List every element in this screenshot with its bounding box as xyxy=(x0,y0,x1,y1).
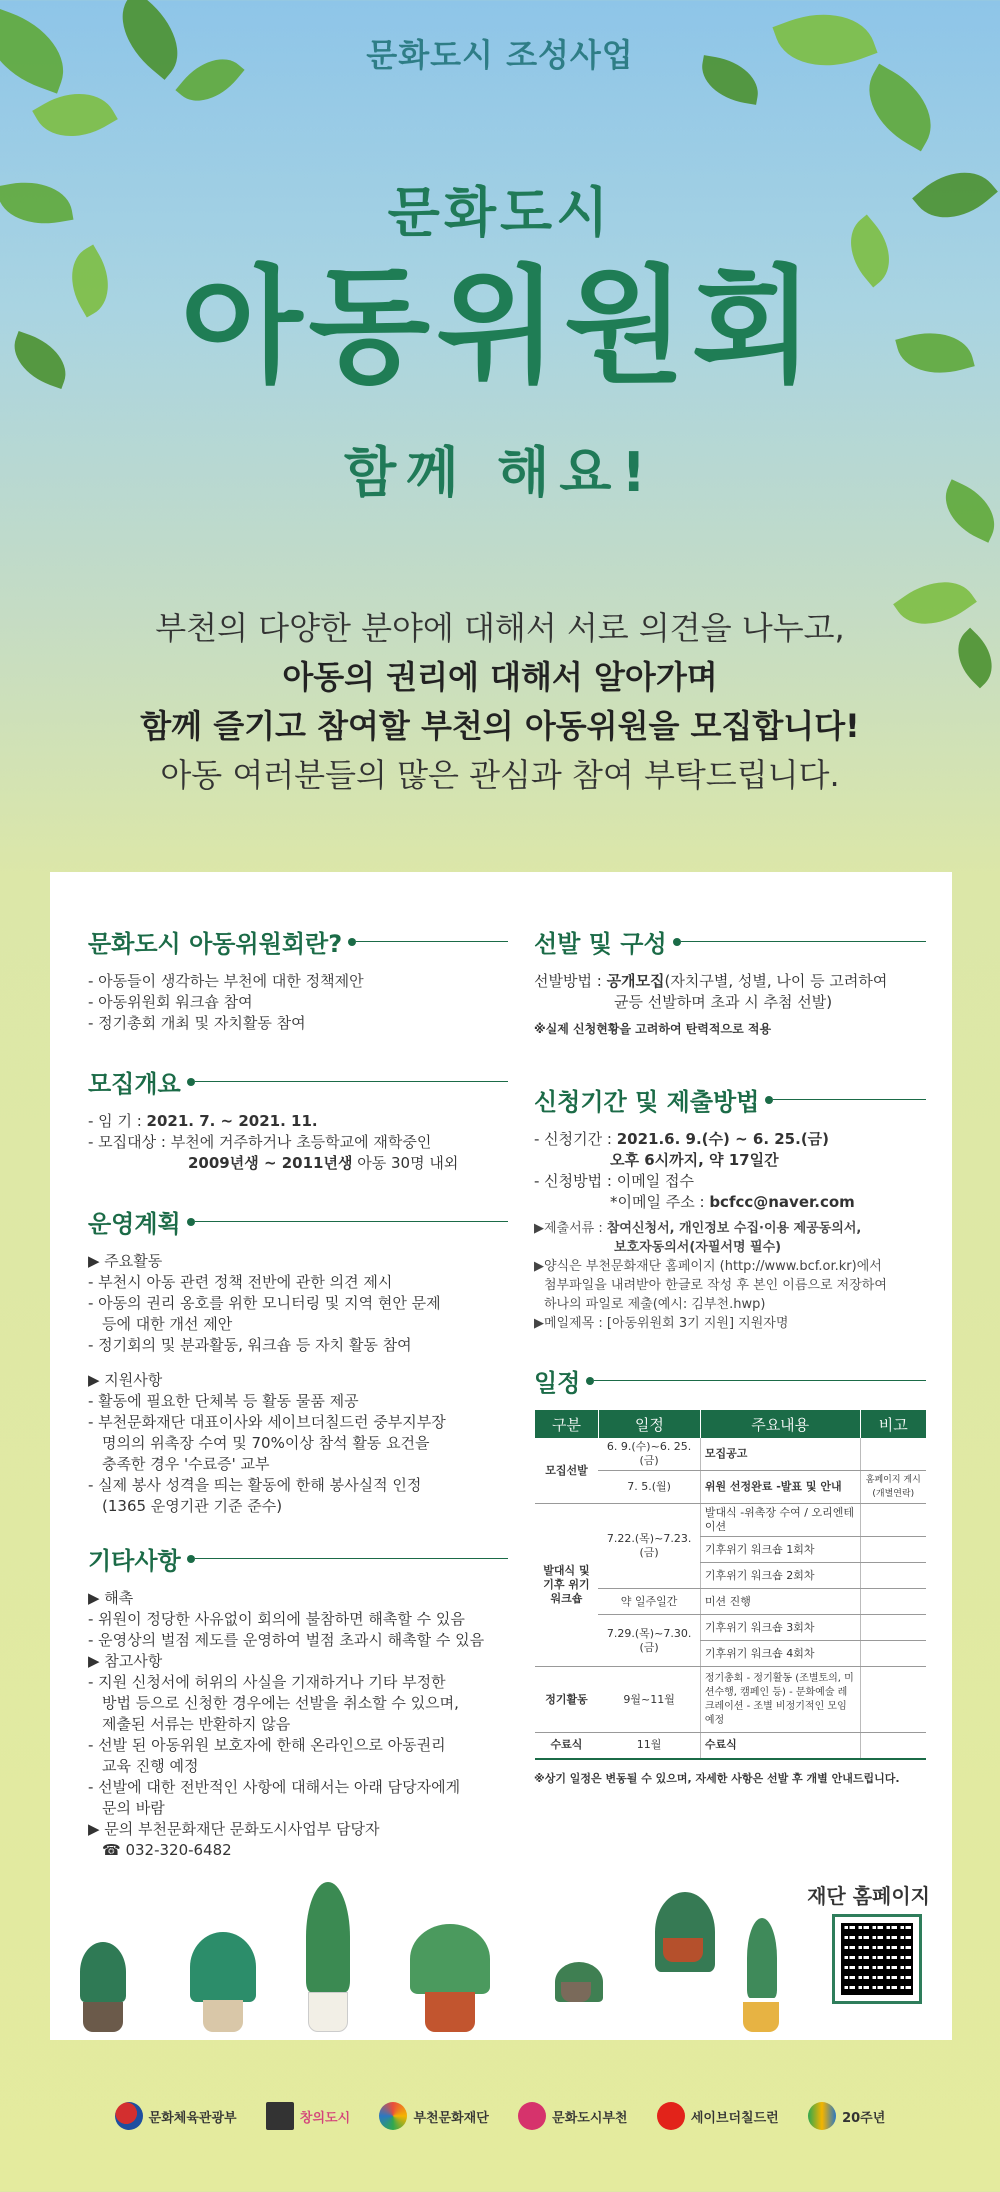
logo-20th-anniversary: 20주년 xyxy=(808,2102,885,2130)
intro-line: 부천의 다양한 분야에 대해서 서로 의견을 나누고, xyxy=(155,609,845,647)
subtitle-bottom: 함께 해요! xyxy=(343,441,657,504)
section-title-etc: 기타사항 xyxy=(88,1541,508,1576)
logo-culture-city: 문화도시부천 xyxy=(518,2102,627,2130)
logo-bcf: 부천문화재단 xyxy=(379,2102,488,2130)
table-row: 발대식 및 기후 위기 워크숍 7.22.(목)~7.23.(금) 발대식 -위촉장 수여 / 오리엔테이션 xyxy=(535,1504,927,1537)
schedule-table xyxy=(534,1410,926,1760)
homepage-label: 재단 홈페이지 xyxy=(807,1884,930,1908)
contact-line: ▶ 문의 부천문화재단 문화도시사업부 담당자 xyxy=(88,1820,380,1838)
apply-details: ▶제출서류 : 참여신청서, 개인정보 수집·이용 제공동의서, 보호자동의서(자필서명 필수) ▶양식은 부천문화재단 홈페이지 (http://www.bcf.or.kr)에서 첨부파일을 내려받아 한글로 작성 후 본인 이름으로 저장하여 하나의 파일로 제출(예시: 김부천.hwp) ▶메일제목 : [아동위원회 3기 지원] 지원자명 xyxy=(534,1221,887,1331)
culture-city-icon xyxy=(518,2102,546,2130)
list-item: - 아동들이 생각하는 부천에 대한 정책제안 xyxy=(88,972,364,990)
about-list xyxy=(88,971,508,1034)
right-column xyxy=(534,924,926,1786)
table-row: 7.29.(목)~7.30.(금) 기후위기 워크숍 3회차 xyxy=(535,1615,927,1641)
logo-save-the-children: 세이브더칠드런 xyxy=(657,2102,779,2130)
apply-body: - 신청기간 : 2021.6. 9.(수) ~ 6. 25.(금) 오후 6시까지, 약 17일간 - 신청방법 : 이메일 접수 *이메일 주소 : bcfcc@naver.com xyxy=(534,1130,855,1211)
section-title-schedule: 일정 xyxy=(534,1363,926,1398)
plan-list: ▶ 주요활동 - 부천시 아동 관련 정책 전반에 관한 의견 제시 - 아동의 권리 옹호를 위한 모니터링 및 지역 현안 문제 등에 대한 개선 제안 - 정기회의 및 분과활동, 워크숍 등 자치 활동 참여 ▶ 지원사항 - 활동에 필요한 단체복 등 활동 물품 제공 - 부천문화재단 대표이사와 세이브더칠드런 중부지부장 명의의 위촉장 수여 및 70%이상 참석 활동 요건을 충족한 경우 '수료증' 교부 - 실제 봉사 성격을 띄는 활동에 한해 봉사실적 인정 (1365 운영기관 기준 준수) xyxy=(88,1252,446,1515)
table-header: 주요내용 xyxy=(700,1410,860,1438)
homepage-qr-code[interactable] xyxy=(832,1914,922,2004)
taegeuk-icon xyxy=(115,2102,143,2130)
table-row: 모집선발 6. 9.(수)~6. 25.(금) 모집공고 xyxy=(535,1438,927,1471)
apply-period: 2021.6. 9.(수) ~ 6. 25.(금) xyxy=(616,1130,830,1148)
table-row: 7. 5.(월) 위원 선정완료 -발표 및 안내 홈페이지 게시 (개별연락) xyxy=(535,1471,927,1504)
table-header: 구분 xyxy=(535,1410,599,1438)
section-title-plan: 운영계획 xyxy=(88,1204,508,1239)
table-row: 정기활동 9월~11월 정기총회 - 정기활동 (조별토의, 미션수행, 캠페인 등) - 문화예술 레크레이션 - 조별 비정기적인 모임 예정 xyxy=(535,1667,927,1733)
anniversary-icon xyxy=(808,2102,836,2130)
left-column xyxy=(88,924,508,1861)
phone-number: ☎ 032-320-6482 xyxy=(102,1841,232,1859)
subtitle-top: 문화도시 xyxy=(387,181,613,244)
table-header: 비고 xyxy=(860,1410,926,1438)
unesco-icon xyxy=(266,2102,294,2130)
section-title-overview: 모집개요 xyxy=(88,1064,508,1099)
footer-logos xyxy=(0,2086,1000,2146)
bcf-flower-icon xyxy=(379,2102,407,2130)
intro-line: 아동의 권리에 대해서 알아가며 xyxy=(282,658,718,696)
table-row: 기후위기 워크숍 1회차 xyxy=(535,1537,927,1563)
email-address: bcfcc@naver.com xyxy=(709,1193,855,1211)
section-title-selection: 선발 및 구성 xyxy=(534,924,926,959)
schedule-note: ※상기 일정은 변동될 수 있으며, 자세한 사항은 선발 후 개별 안내드립니다. xyxy=(534,1771,900,1785)
section-title-about: 문화도시 아동위원회란? xyxy=(88,924,508,959)
intro-line: 함께 즐기고 참여할 부천의 아동위원을 모집합니다! xyxy=(140,707,860,745)
table-row: 수료식 11월 수료식 xyxy=(535,1733,927,1759)
list-item: - 아동위원회 워크숍 참여 xyxy=(88,993,253,1011)
etc-list: ▶ 해촉 - 위원이 정당한 사유없이 회의에 불참하면 해촉할 수 있음 - 운영상의 벌점 제도를 운영하여 벌점 초과시 해촉할 수 있음 ▶ 참고사항 - 지원 신청서에 허위의 사실을 기재하거나 기타 부정한 방법 등으로 신청한 경우에는 선발을 취소할 수 있으며, 제출된 서류는 반환하지 않음 - 선발 된 아동위원 보호자에 한해 온라인으로 아동권리 교육 진행 예정 - 선발에 대한 전반적인 사항에 대해서는 아래 담당자에게 문의 바람 ▶ 문의 부천문화재단 문화도시사업부 담당자 ☎ 032-320-6482 xyxy=(88,1588,508,1861)
selection-body: 선발방법 : 공개모집(자치구별, 성별, 나이 등 고려하여 균등 선발하며 초과 시 추첨 선발) ※실제 신청현황을 고려하여 탄력적으로 적용 xyxy=(534,971,926,1040)
target-birth-years: 2009년생 ~ 2011년생 xyxy=(188,1154,353,1172)
list-item: - 정기총회 개최 및 자치활동 참여 xyxy=(88,1014,306,1032)
intro-line: 아동 여러분들의 많은 관심과 참여 부탁드립니다. xyxy=(160,756,840,794)
selection-note: ※실제 신청현황을 고려하여 탄력적으로 적용 xyxy=(534,1022,772,1036)
main-title: 아동위원회 xyxy=(180,253,820,400)
table-header: 일정 xyxy=(598,1410,700,1438)
logo-mcst: 문화체육관광부 xyxy=(115,2102,237,2130)
save-children-icon xyxy=(657,2102,685,2130)
intro-text xyxy=(0,604,1000,800)
table-row: 기후위기 워크숍 2회차 xyxy=(535,1563,927,1589)
term-value: 2021. 7. ~ 2021. 11. xyxy=(146,1112,318,1130)
project-title: 문화도시 조성사업 xyxy=(366,36,634,74)
table-row: 약 일주일간 미션 진행 xyxy=(535,1589,927,1615)
overview-list: - 임 기 : 2021. 7. ~ 2021. 11. - 모집대상 : 부천에 거주하거나 초등학교에 재학중인 2009년생 ~ 2011년생 아동 30명 내외 xyxy=(88,1112,459,1172)
logo-creative-city: 창의도시 xyxy=(266,2102,350,2130)
hero xyxy=(0,0,1000,860)
section-title-apply: 신청기간 및 제출방법 xyxy=(534,1082,926,1117)
info-card xyxy=(50,872,952,2040)
table-row: 기후위기 워크숍 4회차 xyxy=(535,1641,927,1667)
